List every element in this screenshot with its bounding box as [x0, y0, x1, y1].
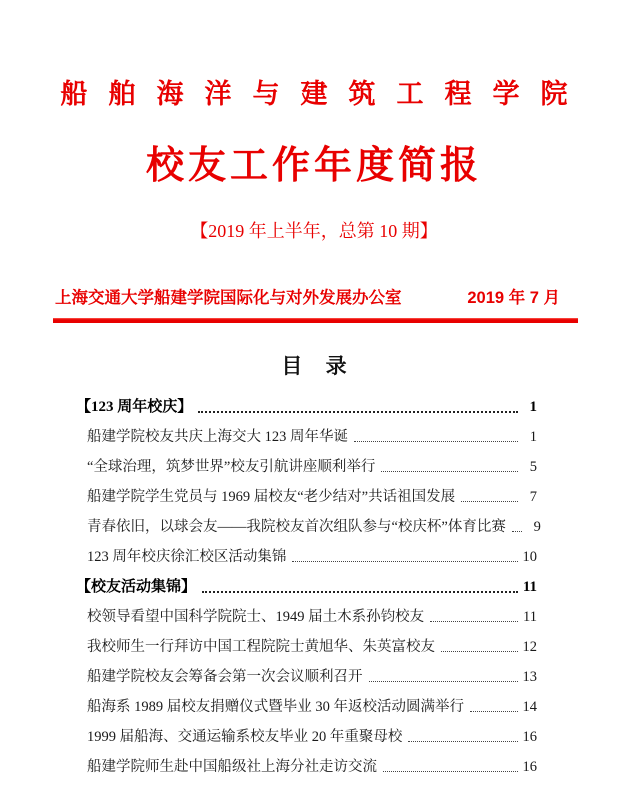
toc-entry: [76, 506, 541, 536]
toc-entry-page: 10: [522, 549, 537, 565]
toc-entry-page: 13: [522, 669, 537, 685]
toc-entry-page: 14: [522, 699, 537, 715]
toc-entry-label: 船建学院学生党员与 1969 届校友“老少结对”共话祖国发展: [87, 489, 456, 505]
toc-entry-page: 1: [529, 429, 537, 445]
toc-entry-page: 16: [522, 729, 537, 745]
dotted-leader: [408, 741, 517, 742]
toc-entry-page: 9: [533, 519, 541, 535]
publisher-row: [55, 284, 560, 308]
dotted-leader: [512, 531, 522, 532]
toc-entry-label: 校领导看望中国科学院院士、1949 届土木系孙钧校友: [87, 609, 425, 625]
dotted-leader: [369, 681, 518, 682]
toc-entry: [76, 596, 537, 626]
dotted-leader: [202, 591, 518, 593]
dotted-leader: [198, 411, 518, 413]
issue-line: 【2019 年上半年，总第 10 期】: [190, 221, 438, 241]
toc-entry-label: 船建学院校友会筹备会第一次会议顺利召开: [87, 669, 363, 685]
table-of-contents: [76, 386, 541, 776]
toc-entry: [76, 446, 537, 476]
toc-entry: [76, 626, 537, 656]
toc-entry: [76, 416, 537, 446]
toc-entry-page: 5: [529, 459, 537, 475]
dotted-leader: [441, 651, 518, 652]
toc-entry-label: 我校师生一行拜访中国工程院院士黄旭华、朱英富校友: [87, 639, 435, 655]
toc-entry: [76, 656, 537, 686]
toc-entry: [76, 716, 537, 746]
toc-entry-label: 1999 届船海、交通运输系校友毕业 20 年重聚母校: [87, 729, 403, 745]
toc-entry-label: 船建学院校友共庆上海交大 123 周年华诞: [87, 429, 348, 445]
dotted-leader: [292, 561, 517, 562]
dotted-leader: [430, 621, 518, 622]
toc-entry-label: “全球治理，筑梦世界”校友引航讲座顺利举行: [87, 459, 376, 475]
toc-entry-page: 11: [523, 609, 537, 625]
publisher-office: 上海交通大学船建学院国际化与对外发展办公室: [55, 289, 402, 307]
toc-entry-label: 123 周年校庆徐汇校区活动集锦: [87, 549, 287, 565]
toc-entry-label: 【123 周年校庆】: [76, 399, 193, 415]
toc-entry: [76, 566, 537, 596]
toc-entry-page: 11: [522, 579, 537, 595]
dotted-leader: [381, 471, 518, 472]
bulletin-title: 校友工作年度简报: [145, 142, 482, 187]
toc-entry-label: 青春依旧，以球会友——我院校友首次组队参与“校庆杯”体育比赛: [87, 519, 506, 535]
toc-entry-label: 【校友活动集锦】: [76, 579, 197, 595]
institution-title: 船舶海洋与建筑工程学院: [60, 79, 589, 109]
toc-entry-page: 16: [522, 759, 537, 775]
toc-entry-page: 1: [529, 399, 537, 415]
toc-heading: 目 录: [281, 354, 356, 378]
toc-entry-label: 船建学院师生赴中国船级社上海分社走访交流: [87, 759, 377, 775]
toc-entry: [76, 386, 537, 416]
publish-date: 2019 年 7 月: [467, 289, 560, 307]
toc-entry: [76, 686, 537, 716]
dotted-leader: [354, 441, 518, 442]
toc-entry-page: 7: [529, 489, 537, 505]
toc-entry: [76, 536, 537, 566]
dotted-leader: [383, 771, 518, 772]
dotted-leader: [461, 501, 518, 502]
toc-entry-label: 船海系 1989 届校友捐赠仪式暨毕业 30 年返校活动圆满举行: [87, 699, 464, 715]
toc-entry: [76, 476, 537, 506]
red-divider-rule: [53, 318, 578, 323]
toc-entry: [76, 746, 537, 776]
toc-entry-page: 12: [522, 639, 537, 655]
dotted-leader: [470, 711, 518, 712]
